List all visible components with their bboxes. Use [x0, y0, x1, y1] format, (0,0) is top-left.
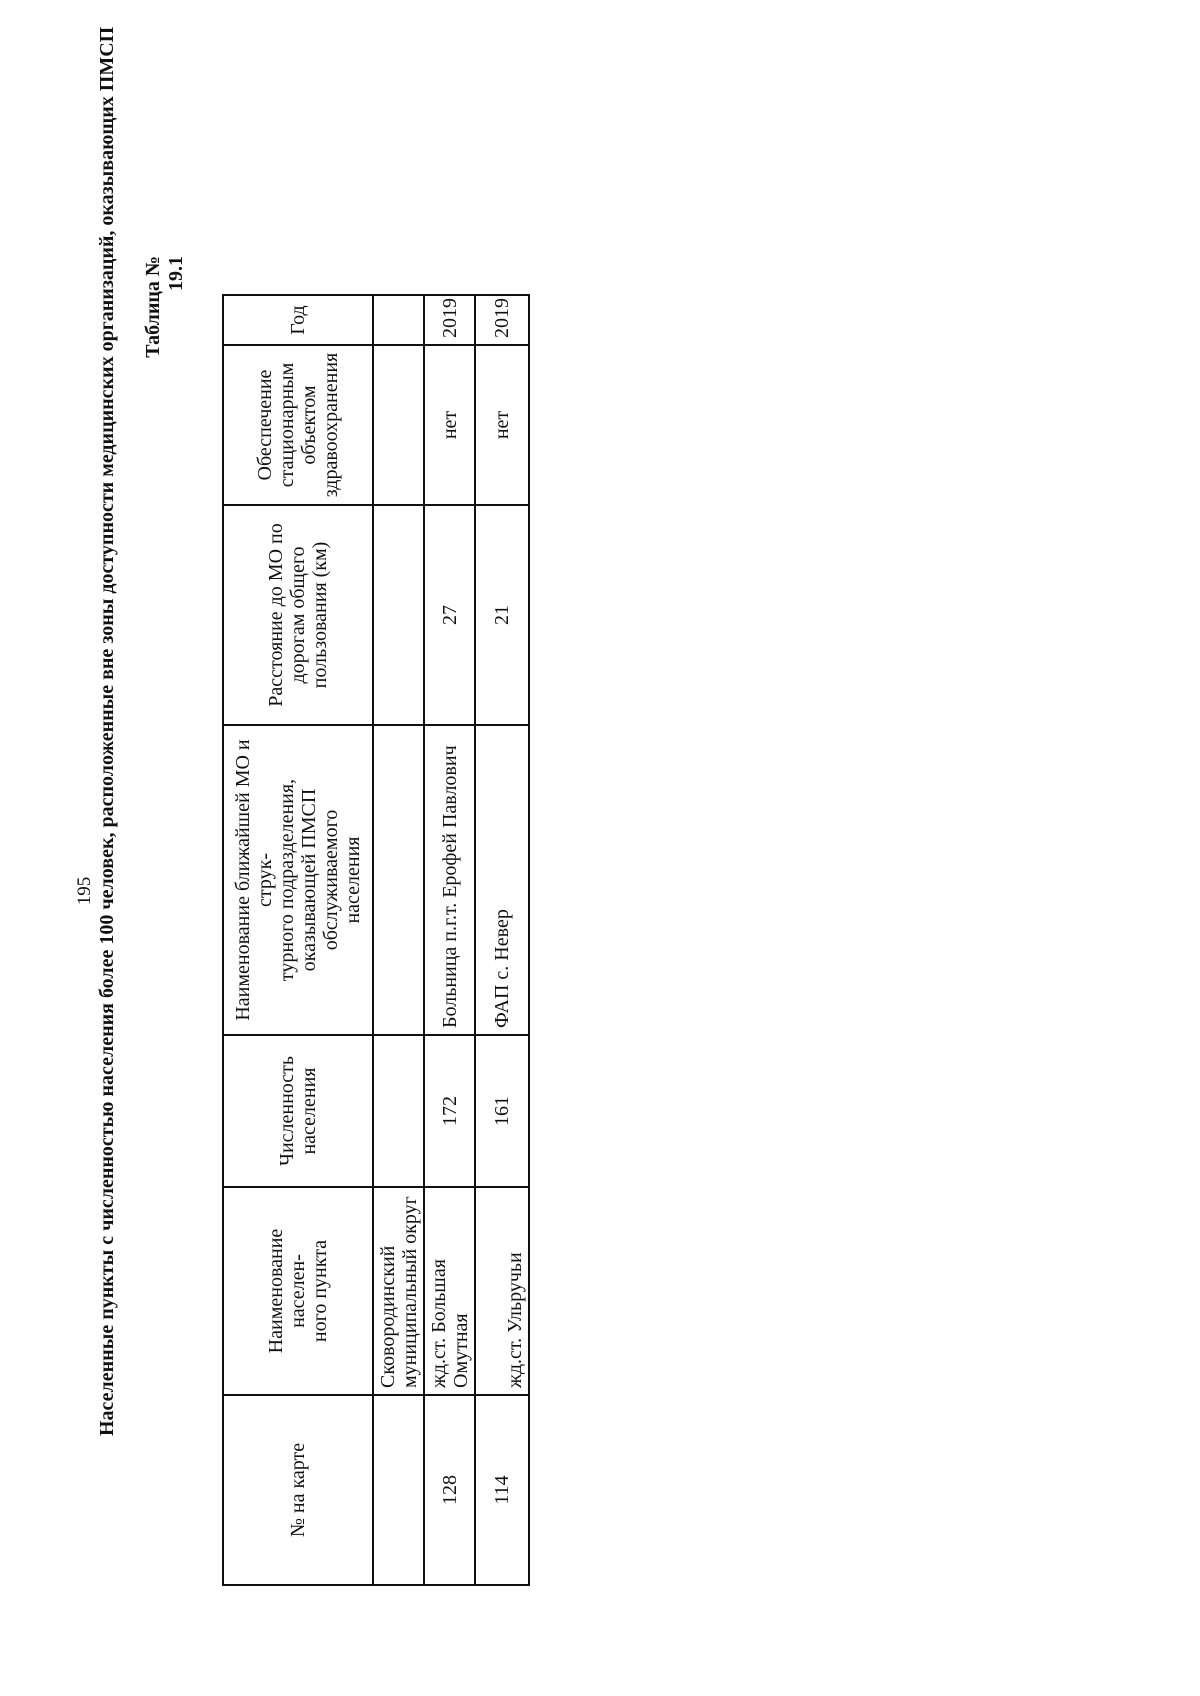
header-map-number: № на карте [223, 1395, 373, 1585]
table-header-row [223, 295, 373, 1585]
header-inpatient-provision: Обеспечение стационарным объектом здравоохранения [223, 345, 373, 505]
table-label: Таблица № 19.1 [142, 256, 187, 358]
table-cell [373, 505, 424, 725]
distance-cell: 21 [475, 505, 529, 725]
table-row [424, 295, 475, 1585]
district-name: Сковородинский муниципальный округ [377, 1196, 421, 1388]
header-settlement-name: Наименование населен- ного пункта [223, 1187, 373, 1395]
table-cell [373, 345, 424, 505]
table-cell [373, 295, 424, 345]
settlement-cell: жд.ст. Большая Омутная [424, 1187, 475, 1395]
map-number-cell: 114 [475, 1395, 529, 1585]
header-nearest-facility: Наименование ближайшей МО и струк- турного подразделения, оказывающей ПМСП обслуживаемого населения [223, 725, 373, 1035]
provision-cell: нет [475, 345, 529, 505]
header-distance: Расстояние до МО по дорогам общего пользования (км) [223, 505, 373, 725]
facility-cell: ФАП с. Невер [475, 725, 529, 1035]
settlement-cell: жд.ст. Ульручьи [475, 1187, 529, 1395]
year-cell: 2019 [475, 295, 529, 345]
district-name-cell [373, 1187, 424, 1395]
population-cell: 161 [475, 1035, 529, 1187]
table-row [475, 295, 529, 1585]
population-cell: 172 [424, 1035, 475, 1187]
page-number: 195 [74, 876, 95, 906]
document-heading: Населенные пункты с численностью населения более 100 человек, расположенные вне зоны доступности медицинских организаций, оказывающих ПМСП [96, 26, 118, 1436]
rotated-document-page [0, 26, 1100, 1696]
table-cell [373, 725, 424, 1035]
settlements-table [222, 294, 530, 1586]
table-cell [373, 1395, 424, 1585]
district-row [373, 295, 424, 1585]
distance-cell: 27 [424, 505, 475, 725]
header-year: Год [223, 295, 373, 345]
table-cell [373, 1035, 424, 1187]
provision-cell: нет [424, 345, 475, 505]
year-cell: 2019 [424, 295, 475, 345]
map-number-cell: 128 [424, 1395, 475, 1585]
header-population: Численность населения [223, 1035, 373, 1187]
facility-cell: Больница п.г.т. Ерофей Павлович [424, 725, 475, 1035]
